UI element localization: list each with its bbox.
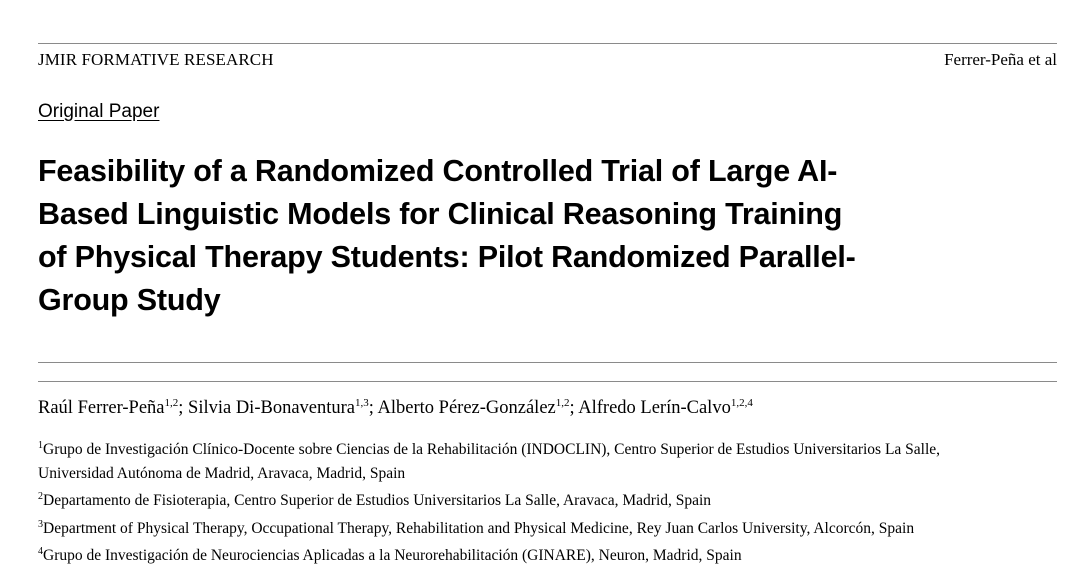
title-line: of Physical Therapy Students: Pilot Randomized Parallel- xyxy=(38,240,856,274)
title-line: Based Linguistic Models for Clinical Reasoning Training xyxy=(38,197,843,231)
title-divider xyxy=(38,362,1057,363)
affiliation-list xyxy=(38,434,1058,568)
affiliation-text: Grupo de Investigación Clínico-Docente sobre Ciencias de la Rehabilitación (INDOCLIN), Centro Superior de Estudios Universitarios La Salle, xyxy=(43,441,941,458)
affiliation-text: Departamento de Fisioterapia, Centro Superior de Estudios Universitarios La Salle, Aravaca, Madrid, Spain xyxy=(43,492,712,509)
affiliation-number: 4 xyxy=(38,546,43,557)
affiliation-number: 3 xyxy=(38,518,43,530)
author-name: Alberto Pérez-González xyxy=(377,398,556,418)
title-line: Feasibility of a Randomized Controlled Trial of Large AI- xyxy=(38,154,838,188)
affiliation-text: Department of Physical Therapy, Occupational Therapy, Rehabilitation and Physical Medicine, Rey Juan Carlos University, Alcorcón, Spain xyxy=(43,519,915,537)
affiliation-item xyxy=(38,540,1058,568)
author-name: Raúl Ferrer-Peña xyxy=(38,398,165,418)
author-list: Raúl Ferrer-Peña$^{1,2}$; Silvia Di-Bonaventura$^{1,3}$; Alberto Pérez-González$^{1,2}$; Alfredo Lerín-Calvo$^{1,2,4}$ xyxy=(38,397,753,418)
affiliation-text-continued: Universidad Autónoma de Madrid, Aravaca, Madrid, Spain xyxy=(38,464,406,482)
affiliation-number: 2 xyxy=(38,491,43,502)
header-rule xyxy=(38,43,1057,44)
affiliation-item xyxy=(38,513,1058,541)
author-name: Silvia Di-Bonaventura xyxy=(188,398,356,418)
author-affiliation-marker: 1,2 xyxy=(555,397,570,409)
affiliation-text: Grupo de Investigación de Neurociencias Aplicadas a la Neurorehabilitación (GINARE), Neuron, Madrid, Spain xyxy=(43,547,742,564)
journal-name: JMIR FORMATIVE RESEARCH xyxy=(38,50,274,69)
affiliation-item xyxy=(38,434,1058,485)
author-name: Alfredo Lerín-Calvo xyxy=(578,398,731,418)
author-affiliation-marker: 1,2,4 xyxy=(730,397,753,409)
article-type-label: Original Paper xyxy=(38,101,160,122)
author-affiliation-marker: 1,2 xyxy=(164,397,179,409)
title-line: Group Study xyxy=(38,283,221,317)
title-divider xyxy=(38,381,1057,382)
affiliation-number: 1 xyxy=(38,440,43,451)
running-author: Ferrer-Peña et al xyxy=(944,50,1057,69)
author-affiliation-marker: 1,3 xyxy=(355,397,369,409)
affiliation-item xyxy=(38,485,1058,513)
paper-title xyxy=(38,150,998,322)
